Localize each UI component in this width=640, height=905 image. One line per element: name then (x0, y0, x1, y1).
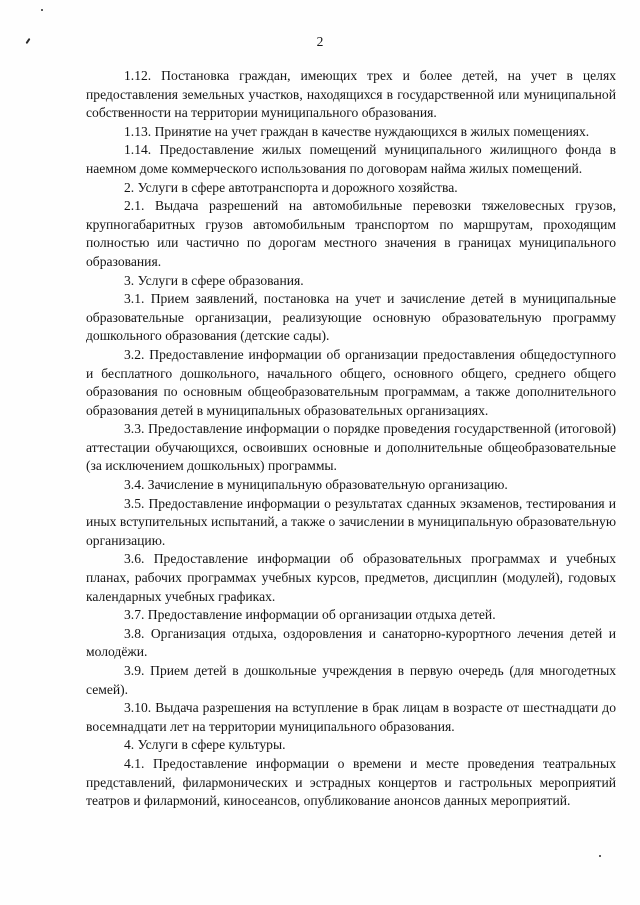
paragraph-3-2: 3.2. Предоставление информации об организации предоставления общедоступного и бесплатного дошкольного, начального общего, основного общего, среднего общего образования по основным общеобразовательным программам, а также дополнительного образования детей в муниципальных образовательных организациях. (86, 346, 616, 418)
paragraph-3-6: 3.6. Предоставление информации об образовательных программах и учебных планах, рабочих программах учебных курсов, предметов, дисциплин (модулей), годовых календарных учебных графиках. (86, 551, 616, 604)
section-heading-3: 3. Услуги в сфере образования. (124, 272, 304, 288)
paragraph-3-9: 3.9. Прием детей в дошкольные учреждения в первую очередь (для многодетных семей). (86, 663, 616, 697)
paragraph-3-3: 3.3. Предоставление информации о порядке проведения государственной (итоговой) аттестации обучающихся, освоивших основные и дополнительные общеобразовательные (за исключением дошкольных) программы. (86, 421, 616, 474)
paragraph-3-8: 3.8. Организация отдыха, оздоровления и санаторно-курортного лечения детей и молодёжи. (86, 625, 616, 660)
section-heading-2: 2. Услуги в сфере автотранспорта и дорожного хозяйства. (124, 179, 458, 195)
paragraph-3-5: 3.5. Предоставление информации о результатах сданных экзаменов, тестирования и иных вступительных испытаний, а также о зачислении в муниципальную образовательную организацию. (86, 495, 616, 548)
paragraph-3-1: 3.1. Прием заявлений, постановка на учет и зачисление детей в муниципальные образовательные организации, реализующие основную образовательную программу дошкольного образования (детские сады). (86, 291, 616, 344)
section-heading-4: 4. Услуги в сфере культуры. (124, 737, 286, 753)
page-number: 2 (316, 34, 324, 49)
paragraph-1-14: 1.14. Предоставление жилых помещений муниципального жилищного фонда в наемном доме коммерческого использования по договорам найма жилых помещений. (86, 142, 616, 176)
scan-artifact (41, 9, 43, 11)
paragraph-3-4: 3.4. Зачисление в муниципальную образовательную организацию. (124, 477, 508, 493)
paragraph-1-13: 1.13. Принятие на учет граждан в качестве нуждающихся в жилых помещениях. (124, 123, 590, 139)
paragraph-3-10: 3.10. Выдача разрешения на вступление в брак лицам в возрасте от шестнадцати до восемнадцати лет на территории муниципального образования. (86, 700, 616, 734)
paragraph-3-7: 3.7. Предоставление информации об организации отдыха детей. (124, 607, 496, 623)
paragraph-1-12: 1.12. Постановка граждан, имеющих трех и более детей, на учет в целях предоставления земельных участков, находящихся в государственной или муниципальной собственности на территории муниципального образования. (86, 68, 616, 121)
paragraph-2-1: 2.1. Выдача разрешений на автомобильные перевозки тяжеловесных грузов, крупногабаритных грузов автомобильным транспортом по маршрутам, проходящим полностью или частично по дорогам местного значения в границах муниципального образования. (86, 198, 616, 269)
scan-artifact (599, 855, 601, 857)
document-body (86, 67, 616, 811)
paragraph-4-1: 4.1. Предоставление информации о времени и месте проведения театральных представлений, филармонических и эстрадных концертов и гастрольных мероприятий театров и филармоний, киносеансов, опубликование анонсов данных мероприятий. (86, 755, 616, 809)
